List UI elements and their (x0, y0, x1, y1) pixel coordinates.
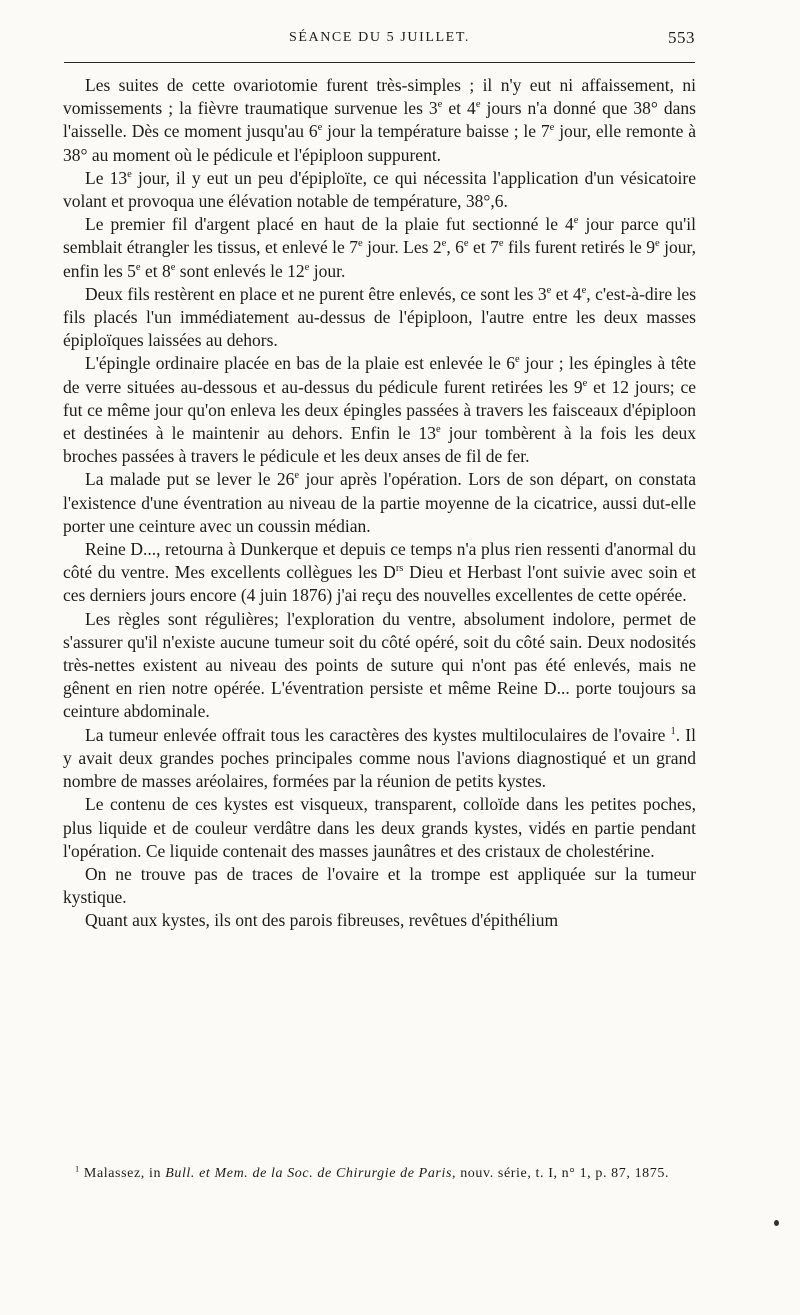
text-run: , nouv. série, t. I, n° 1, p. 87, 1875. (452, 1166, 670, 1181)
text-run: et 4 (551, 283, 582, 304)
text-run: jour, elle remonte à 38° au moment où le pédicule et l'épiploon suppurent. (63, 121, 696, 165)
text-run: jour parce qu'il semblait étrangler les tissus, et enlevé le 7 (63, 214, 696, 258)
footnotes (63, 1164, 696, 1184)
text-run: jour la température baisse ; le 7 (322, 121, 550, 142)
text-run: La malade put se lever le 26 (85, 469, 295, 490)
superscript: e (463, 238, 469, 250)
superscript: e (294, 470, 300, 482)
text-run: jour ; les épingles à tête de verre situées au-dessous et au-dessus du pédicule furent retirées les 9 (63, 353, 696, 397)
paragraph (63, 74, 696, 167)
superscript: e (573, 215, 579, 227)
text-run: La tumeur enlevée offrait tous les caractères des kystes multiloculaires de l'ovaire (85, 724, 671, 745)
superscript: e (582, 377, 588, 389)
paragraph (63, 538, 696, 608)
superscript: e (441, 238, 447, 250)
superscript: e (498, 238, 504, 250)
page-number: 553 (668, 28, 695, 47)
text-run: , c'est-à-dire les fils placés l'un immédiatement au-dessus de l'épiploon, l'autre entre les deux masses épiploïques laissées au dehors. (63, 283, 697, 351)
text-run: fils furent retirés le 9 (503, 237, 655, 258)
superscript: e (581, 285, 587, 296)
paragraph (63, 863, 696, 909)
superscript: e (317, 122, 323, 134)
superscript: e (170, 261, 176, 273)
text-run: Malassez, in (79, 1166, 166, 1181)
superscript: 1 (75, 1164, 80, 1174)
running-header (64, 30, 695, 52)
paragraph (63, 283, 696, 353)
superscript: e (304, 261, 310, 273)
superscript: e (358, 238, 363, 250)
paragraph (63, 167, 696, 213)
superscript: e (655, 238, 660, 250)
superscript: e (546, 285, 552, 296)
text-run: Les règles sont régulières; l'exploration du ventre, absolument indolore, permet de s'assurer qu'il n'existe aucune tumeur soit du côté opéré, soit du côté sain. Deux nodosités très-nettes existent au niveau des points de suture qui n'ont pas été enlevés, mais ne gênent en rien notre opérée. L'éventration persiste et même Reine D... porte toujours sa ceinture abdominale. (63, 608, 696, 722)
text-run: jour tombèrent à la fois les deux broches passées à travers le pédicule et les deux anses de fil de fer. (63, 423, 696, 467)
text-run: jour, enfin les 5 (63, 237, 696, 281)
superscript: e (515, 354, 520, 366)
superscript: e (437, 99, 443, 111)
text-run: . Il y avait deux grandes poches principales comme nous l'avions diagnostiqué et un grand nombre de masses aréolaires, formées par la réunion de petits kystes. (63, 724, 696, 792)
superscript: e (435, 424, 441, 436)
paragraph (63, 724, 696, 794)
text-run: Le 13 (85, 167, 128, 188)
italic-text: Bull. et Mem. de la Soc. de Chirurgie de Paris (165, 1166, 452, 1181)
text-run: Le premier fil d'argent placé en haut de la plaie fut sectionné le 4 (85, 214, 574, 235)
footnote (63, 1164, 696, 1184)
superscript: e (127, 168, 132, 180)
text-run: Dieu et Herbast l'ont suivie avec soin et ces derniers jours encore (4 juin 1876) j'ai reçu des nouvelles excellentes de cette opérée. (63, 562, 696, 606)
paragraph (63, 213, 696, 283)
superscript: 1 (670, 725, 676, 737)
text-run: Reine D..., retourna à Dunkerque et depuis ce temps n'a plus rien ressenti d'anormal du côté du ventre. Mes excellents collègues les D (63, 539, 696, 583)
paragraph (63, 352, 696, 468)
text-run: jour, il y eut un peu d'épiploïte, ce qui nécessita l'application d'un vésicatoire volant et provoqua une élévation notable de température, 38°,6. (63, 167, 696, 212)
text-run: Le contenu de ces kystes est visqueux, transparent, colloïde dans les petites poches, plus liquide et de couleur verdâtre dans les deux grands kystes, vidés en partie pendant l'opération. Ce liquide contenait des masses jaunâtres et des cristaux de cholestérine. (63, 794, 696, 861)
text-run: jour après l'opération. Lors de son départ, on constata l'existence d'une éventration au niveau de la partie moyenne de la cicatrice, aussi dut-elle porter une ceinture avec un coussin médian. (63, 469, 696, 536)
superscript: e (475, 99, 481, 111)
running-title: SÉANCE DU 5 JUILLET. (288, 30, 471, 45)
ink-spot (774, 1220, 779, 1226)
text-run: Les suites de cette ovariotomie furent très-simples ; il n'y eut ni affaissement, ni vomissements ; la fièvre traumatique survenue les 3 (63, 75, 696, 119)
text-run: et 7 (468, 237, 499, 258)
superscript: rs (395, 563, 404, 575)
text-run: jours n'a donné que 38° dans l'aisselle. Dès ce moment jusqu'au 6 (63, 98, 696, 142)
paragraph (63, 608, 696, 724)
text-run: jour. (309, 260, 346, 281)
text-run: L'épingle ordinaire placée en bas de la plaie est enlevée le 6 (85, 353, 515, 374)
paragraph (63, 909, 696, 932)
text-run: et 12 jours; ce fut ce même jour qu'on enleva les deux épingles passées à travers les faisceaux d'épiploon et destinées à le maintenir au dehors. Enfin le 13 (63, 376, 697, 444)
superscript: e (135, 261, 141, 273)
text-run: Quant aux kystes, ils ont des parois fibreuses, revêtues d'épithélium (85, 910, 559, 931)
text-run: et 4 (442, 98, 476, 119)
text-run: sont enlevés le 12 (175, 260, 305, 281)
text-run: , 6 (446, 237, 464, 258)
text-run: jour. Les 2 (362, 237, 442, 258)
body-text (63, 74, 696, 933)
paragraph (63, 468, 696, 538)
paragraph (63, 793, 696, 863)
text-run: et 8 (140, 260, 171, 281)
superscript: e (549, 122, 555, 134)
text-run: Deux fils restèrent en place et ne purent être enlevés, ce sont les 3 (85, 283, 547, 304)
header-rule (64, 62, 695, 63)
text-run: On ne trouve pas de traces de l'ovaire et la trompe est appliquée sur la tumeur kystique. (63, 863, 696, 908)
